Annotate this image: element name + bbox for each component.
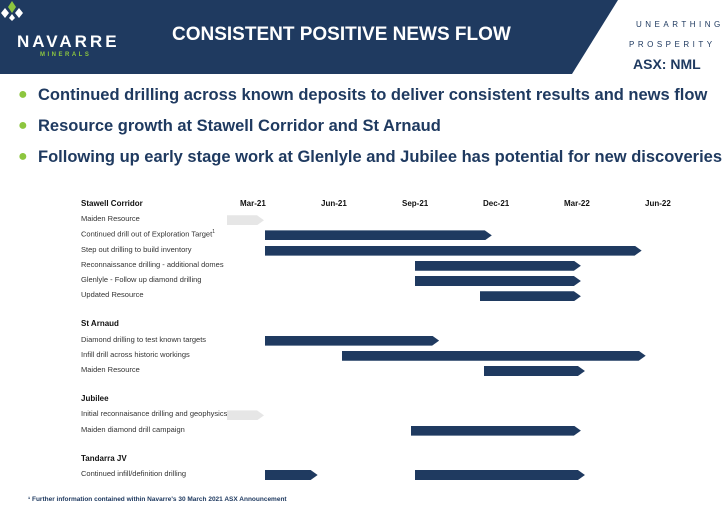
tagline-line2: PROSPERITY [629, 40, 716, 49]
task-label: Maiden Resource [81, 365, 140, 374]
task-label: Diamond drilling to test known targets [81, 334, 207, 344]
section-heading: St Arnaud [81, 319, 119, 329]
bullet-dot-icon: ● [18, 148, 28, 165]
complete-arrow-bar [227, 215, 264, 225]
task-label: Continued drill out of Exploration Target$^1$ [81, 229, 215, 239]
footnote: ¹ Further information contained within Navarre's 30 March 2021 ASX Announcement [28, 496, 287, 503]
task-label: Infill drill across historic workings [81, 349, 190, 359]
bullet-dot-icon: ● [18, 86, 28, 103]
logo-subtext: MINERALS [40, 52, 92, 58]
month-header: Mar-22 [564, 199, 590, 208]
month-header: Dec-21 [483, 199, 510, 208]
task-label: Initial reconnaisance drilling and geophysics [81, 409, 228, 419]
page-title: CONSISTENT POSITIVE NEWS FLOW [172, 24, 511, 45]
section-heading: Tandarra JV [81, 453, 127, 463]
planned-arrow-bar [480, 291, 581, 301]
task-label: Maiden diamond drill campaign [81, 424, 185, 434]
bullet-text: Resource growth at Stawell Corridor and St Arnaud [38, 117, 441, 135]
section-heading: Jubilee [81, 394, 109, 404]
footnote-marker: 1 [212, 229, 215, 236]
planned-arrow-bar [484, 366, 585, 376]
planned-arrow-bar [342, 351, 646, 361]
task-label: Continued infill/definition drilling [81, 469, 187, 478]
bullet-text: Continued drilling across known deposits to deliver consistent results and news flow [38, 86, 708, 104]
month-header: Jun-21 [321, 199, 347, 208]
task-label: Updated Resource [81, 290, 144, 300]
bullet-dot-icon: ● [18, 117, 28, 134]
ticker-label: ASX: NML [633, 56, 701, 72]
planned-arrow-bar [265, 230, 492, 240]
task-label: Reconnaissance drilling - additional domes [81, 259, 224, 269]
task-label: Step out drilling to build inventory [81, 244, 192, 254]
month-header: Mar-21 [240, 199, 266, 208]
logo-text: NAVARRE [17, 32, 120, 51]
section-heading: Stawell Corridor [81, 199, 143, 208]
planned-arrow-bar [415, 276, 581, 286]
planned-arrow-bar [411, 426, 581, 436]
bullet-text: Following up early stage work at Glenlyle and Jubilee has potential for new discoveries [38, 148, 723, 166]
planned-arrow-bar [415, 261, 581, 271]
complete-arrow-bar [227, 410, 264, 420]
task-label: Glenlyle - Follow up diamond drilling [81, 275, 202, 284]
planned-arrow-bar [265, 470, 318, 480]
month-header: Sep-21 [402, 199, 429, 208]
month-header: Jun-22 [645, 199, 671, 208]
planned-arrow-bar [265, 336, 439, 346]
planned-arrow-bar [415, 470, 585, 480]
planned-arrow-bar [265, 246, 642, 256]
task-label: Maiden Resource [81, 214, 140, 224]
tagline-line1: UNEARTHING [636, 20, 724, 29]
